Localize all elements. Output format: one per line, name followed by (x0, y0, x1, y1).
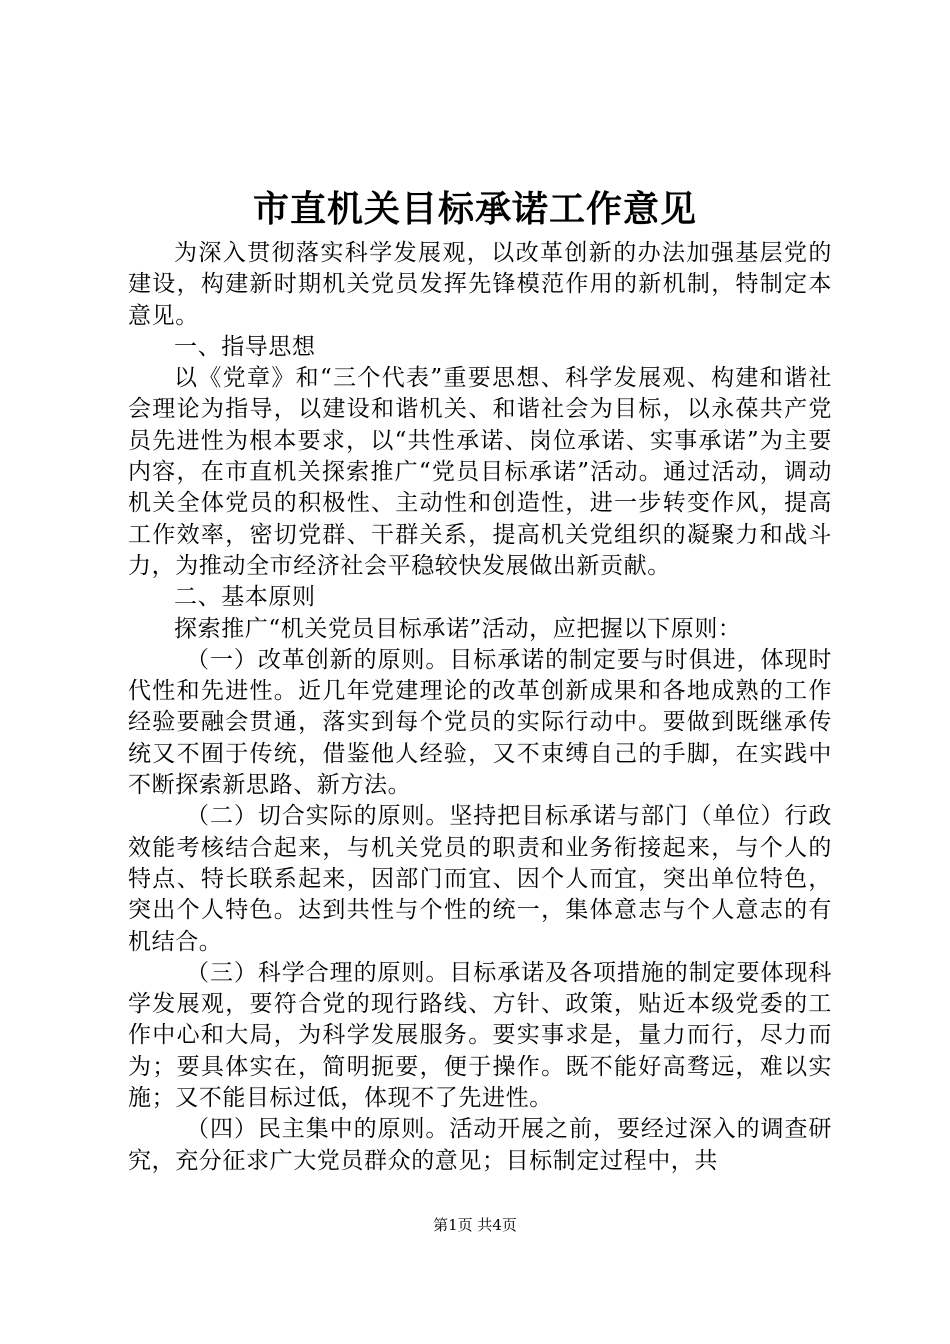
principle-3-paragraph: （三）科学合理的原则。目标承诺及各项措施的制定要体现科学发展观，要符合党的现行路线、方针、政策，贴近本级党委的工作中心和大局，为科学发展服务。要实事求是，量力而行，尽力而为；要具体实在，简明扼要，便于操作。既不能好高骛远，难以实施；又不能目标过低，体现不了先进性。 (128, 959, 832, 1112)
section-heading-basic-principles: 二、基本原则 (174, 584, 316, 611)
principle-4-paragraph: （四）民主集中的原则。活动开展之前，要经过深入的调查研究，充分征求广大党员群众的意见；目标制定过程中，共 (128, 1116, 832, 1174)
section-heading-guiding-thought: 一、指导思想 (174, 333, 316, 360)
page-footer: 第1页 共4页 (433, 1216, 517, 1234)
guiding-thought-paragraph: 以《党章》和“三个代表”重要思想、科学发展观、构建和谐社会理论为指导，以建设和谐机关、和谐社会为目标，以永葆共产党员先进性为根本要求，以“共性承诺、岗位承诺、实事承诺”为主要内容，在市直机关探索推广“党员目标承诺”活动。通过活动，调动机关全体党员的积极性、主动性和创造性，进一步转变作风，提高工作效率，密切党群、干群关系，提高机关党组织的凝聚力和战斗力，为推动全市经济社会平稳较快发展做出新贡献。 (128, 365, 832, 579)
document-title: 市直机关目标承诺工作意见 (252, 188, 697, 230)
intro-paragraph: 为深入贯彻落实科学发展观，以改革创新的办法加强基层党的建设，构建新时期机关党员发挥先锋模范作用的新机制，特制定本意见。 (128, 240, 832, 329)
principle-2-paragraph: （二）切合实际的原则。坚持把目标承诺与部门（单位）行政效能考核结合起来，与机关党员的职责和业务衔接起来，与个人的特点、特长联系起来，因部门而宜、因个人而宜，突出单位特色，突出个人特色。达到共性与个性的统一，集体意志与个人意志的有机结合。 (128, 803, 832, 955)
principle-1-paragraph: （一）改革创新的原则。目标承诺的制定要与时俱进，体现时代性和先进性。近几年党建理论的改革创新成果和各地成熟的工作经验要融会贯通，落实到每个党员的实际行动中。要做到既继承传统又不囿于传统，借鉴他人经验，又不束缚自己的手脚，在实践中不断探索新思路、新方法。 (128, 646, 832, 799)
principles-intro-paragraph: 探索推广“机关党员目标承诺”活动，应把握以下原则： (174, 615, 742, 642)
document-body (128, 238, 832, 1177)
